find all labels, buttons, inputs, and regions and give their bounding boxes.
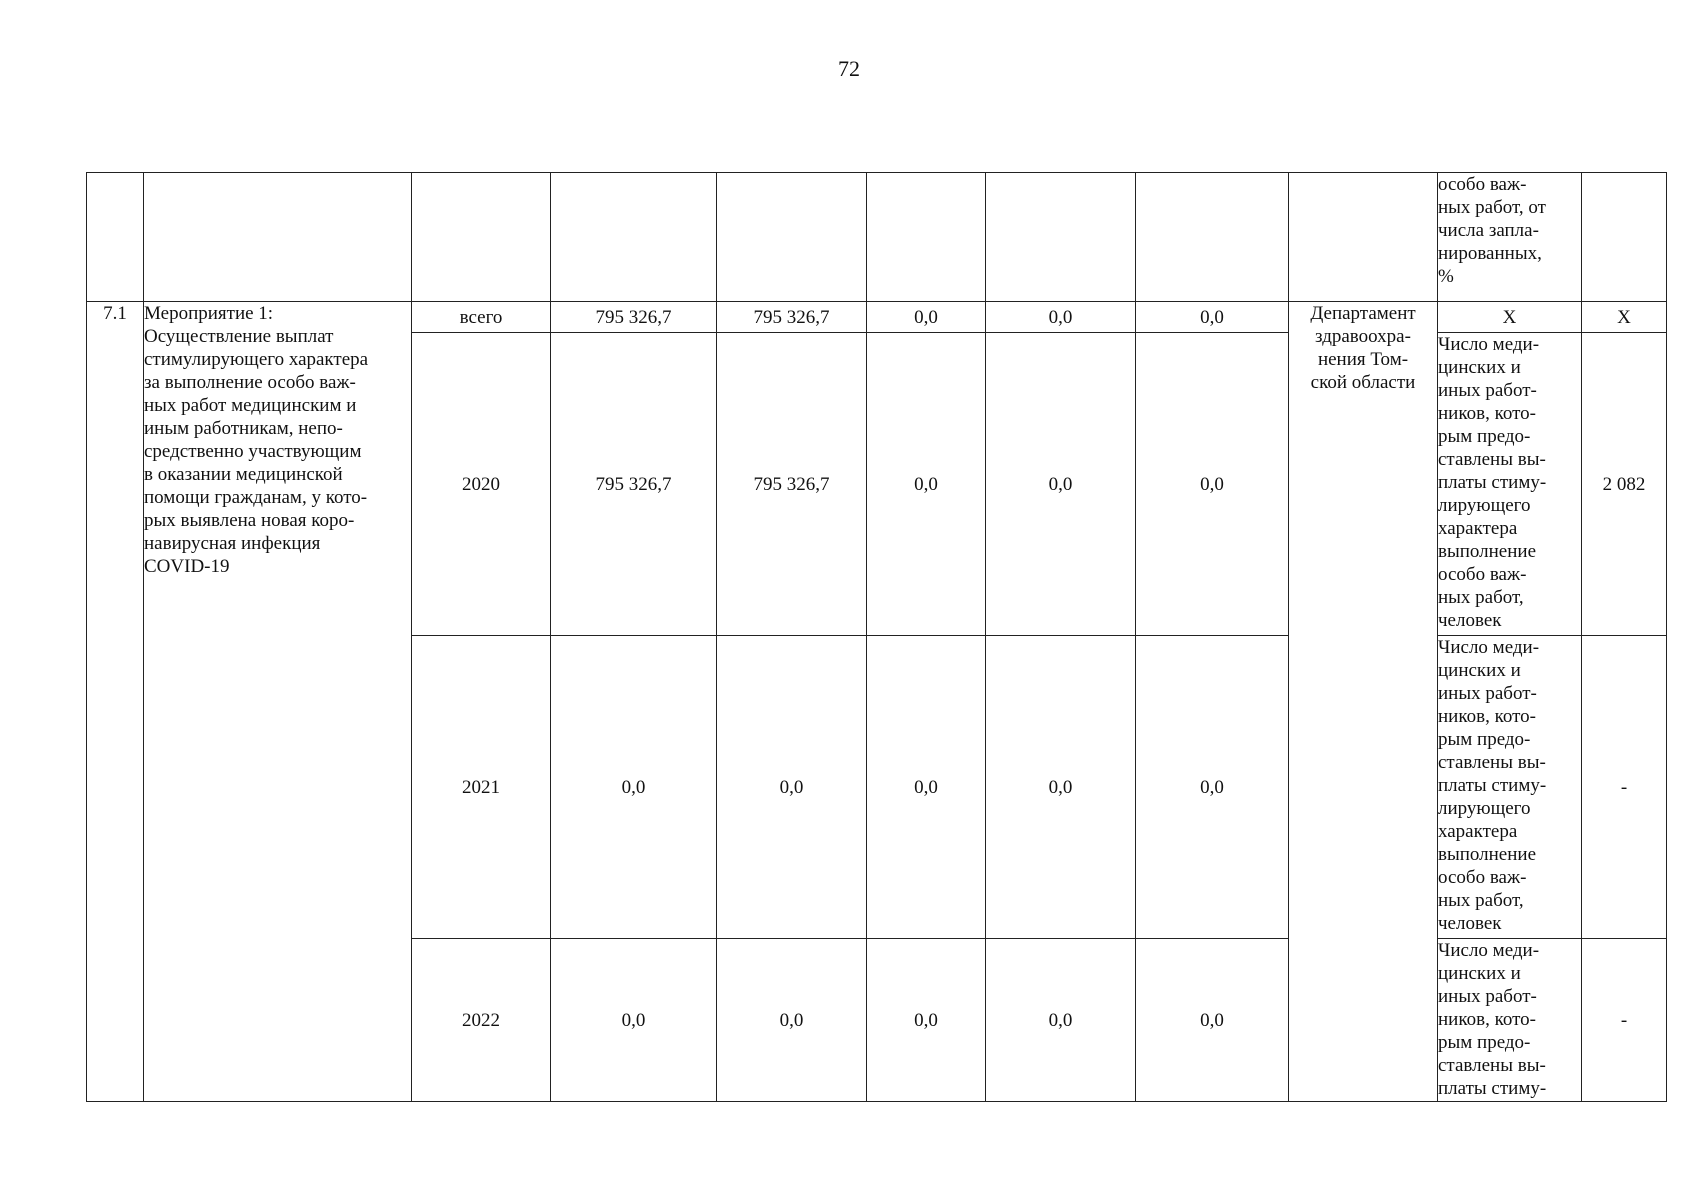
program-measures-table	[86, 172, 1667, 1102]
federal-cell: 0,0	[867, 636, 986, 939]
indicator-cell	[1438, 939, 1582, 1102]
cell-number	[87, 173, 144, 302]
other-cell: 0,0	[1136, 939, 1289, 1102]
cell-indicator-value	[1582, 173, 1667, 302]
measure-description-text: Мероприятие 1: Осуществление выплат стимулирующего характера за выполнение особо важ- ных работ медицинским и иным работникам, непо- средственно участвующим в оказании медицинской помощи гражданам, у кото- рых выявлена новая коро- навирусная инфекция COVID-19	[144, 303, 369, 577]
other-cell: 0,0	[1136, 302, 1289, 333]
indicator-text: Число меди- цинских и иных работ- ников, кото- рым предо- ставлены вы- платы стиму-	[1438, 940, 1547, 1099]
federal-cell: 0,0	[867, 302, 986, 333]
cell-regional	[717, 173, 867, 302]
cell-federal	[867, 173, 986, 302]
cell-description	[144, 173, 412, 302]
local-cell: 0,0	[986, 333, 1136, 636]
regional-cell: 795 326,7	[717, 302, 867, 333]
indicator-text: особо важ- ных работ, от числа запла- нированных, %	[1438, 174, 1546, 287]
other-cell: 0,0	[1136, 333, 1289, 636]
cell-total	[551, 173, 717, 302]
measure-number	[87, 302, 144, 1102]
cell-indicator	[1438, 173, 1582, 302]
indicator-value-cell: X	[1582, 302, 1667, 333]
period-cell: 2021	[412, 636, 551, 939]
measure-number-text: 7.1	[103, 303, 127, 324]
responsible-executor	[1289, 302, 1438, 1102]
indicator-text: Число меди- цинских и иных работ- ников, кото- рым предо- ставлены вы- платы стиму- лирующего характера выполнение особо важ- ных работ, человек	[1438, 334, 1547, 631]
indicator-value-cell: -	[1582, 939, 1667, 1102]
indicator-cell: X	[1438, 302, 1582, 333]
indicator-value-cell: -	[1582, 636, 1667, 939]
total-cell: 0,0	[551, 636, 717, 939]
period-cell: 2022	[412, 939, 551, 1102]
indicator-value-cell: 2 082	[1582, 333, 1667, 636]
period-cell: всего	[412, 302, 551, 333]
indicator-cell	[1438, 333, 1582, 636]
regional-cell: 0,0	[717, 636, 867, 939]
indicator-cell	[1438, 636, 1582, 939]
local-cell: 0,0	[986, 939, 1136, 1102]
federal-cell: 0,0	[867, 333, 986, 636]
total-cell: 795 326,7	[551, 333, 717, 636]
cell-other	[1136, 173, 1289, 302]
cell-period	[412, 173, 551, 302]
period-cell: 2020	[412, 333, 551, 636]
indicator-text: Число меди- цинских и иных работ- ников, кото- рым предо- ставлены вы- платы стиму- лирующего характера выполнение особо важ- ных работ, человек	[1438, 637, 1547, 934]
local-cell: 0,0	[986, 302, 1136, 333]
total-cell: 795 326,7	[551, 302, 717, 333]
regional-cell: 795 326,7	[717, 333, 867, 636]
federal-cell: 0,0	[867, 939, 986, 1102]
cell-responsible	[1289, 173, 1438, 302]
cell-local	[986, 173, 1136, 302]
regional-cell: 0,0	[717, 939, 867, 1102]
page-number: 72	[838, 56, 860, 81]
local-cell: 0,0	[986, 636, 1136, 939]
measure-description	[144, 302, 412, 1102]
table-row-total	[87, 302, 1667, 333]
continuation-row	[87, 173, 1667, 302]
total-cell: 0,0	[551, 939, 717, 1102]
responsible-executor-text: Департамент здравоохра- нения Том- ской области	[1310, 303, 1416, 393]
other-cell: 0,0	[1136, 636, 1289, 939]
